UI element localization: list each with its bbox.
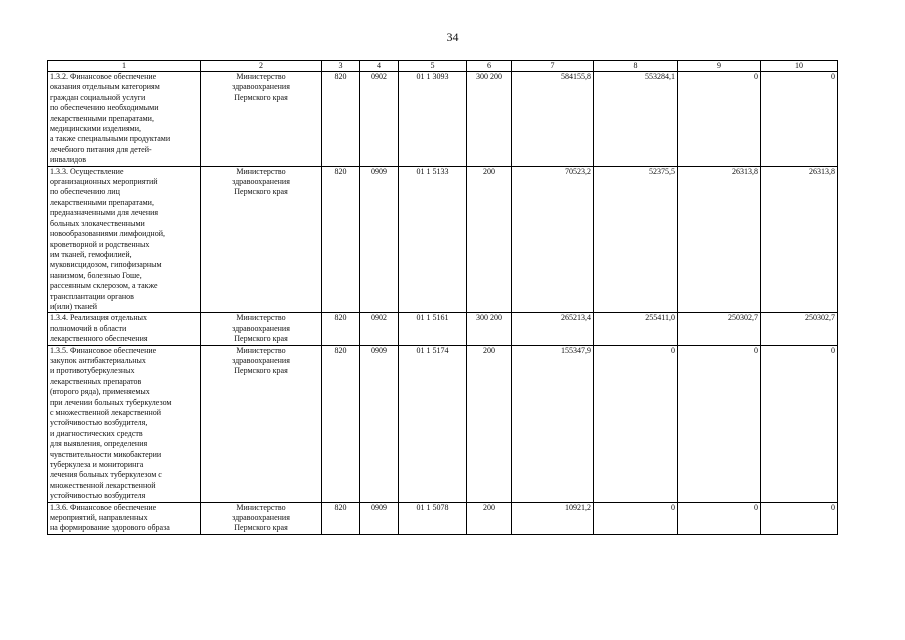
amount-cell: 0 <box>761 502 838 534</box>
amount-cell: 70523,2 <box>512 166 594 313</box>
code-cell: 820 <box>322 313 360 345</box>
code-cell: 01 1 5078 <box>399 502 467 534</box>
responsible-org: Министерство здравоохранения Пермского края <box>201 72 322 167</box>
code-cell: 300 200 <box>467 313 512 345</box>
responsible-org: Министерство здравоохранения Пермского края <box>201 345 322 502</box>
code-cell: 01 1 5174 <box>399 345 467 502</box>
code-cell: 01 1 3093 <box>399 72 467 167</box>
code-cell: 200 <box>467 345 512 502</box>
measure-name: 1.3.6. Финансовое обеспечение мероприятий, направленных на формирование здорового образа <box>48 502 201 534</box>
amount-cell: 0 <box>678 345 761 502</box>
code-cell: 820 <box>322 166 360 313</box>
amount-cell: 584155,8 <box>512 72 594 167</box>
measure-name: 1.3.5. Финансовое обеспечение закупок антибактериальных и противотуберкулезных лекарственных препаратов (второго ряда), применяемых при лечении больных туберкулезом с множественной лекарственной устойчивостью возбудителя, и диагностических средств для выявления, определения чувствительности микобактерии туберкулеза и мониторинга лечения больных туберкулезом с множественной лекарственной устойчивостью возбудителя <box>48 345 201 502</box>
amount-cell: 0 <box>594 502 678 534</box>
responsible-org: Министерство здравоохранения Пермского края <box>201 313 322 345</box>
header-row <box>48 61 838 72</box>
header-cell: 6 <box>467 61 512 72</box>
header-cell: 1 <box>48 61 201 72</box>
amount-cell: 155347,9 <box>512 345 594 502</box>
responsible-org: Министерство здравоохранения Пермского края <box>201 166 322 313</box>
code-cell: 200 <box>467 166 512 313</box>
code-cell: 820 <box>322 345 360 502</box>
measure-name: 1.3.2. Финансовое обеспечение оказания отдельным категориям граждан социальной услуги по обеспечению необходимыми лекарственными препаратами, медицинскими изделиями, а также специальными продуктами лечебного питания для детей- инвалидов <box>48 72 201 167</box>
measure-name: 1.3.4. Реализация отдельных полномочий в области лекарственного обеспечения <box>48 313 201 345</box>
page-number: 34 <box>446 30 459 44</box>
header-cell: 4 <box>360 61 399 72</box>
responsible-org: Министерство здравоохранения Пермского края <box>201 502 322 534</box>
code-cell: 0902 <box>360 313 399 345</box>
header-cell: 5 <box>399 61 467 72</box>
amount-cell: 26313,8 <box>761 166 838 313</box>
header-cell: 7 <box>512 61 594 72</box>
table-row <box>48 313 838 345</box>
code-cell: 820 <box>322 502 360 534</box>
code-cell: 820 <box>322 72 360 167</box>
table-row <box>48 345 838 502</box>
amount-cell: 26313,8 <box>678 166 761 313</box>
budget-table <box>47 60 838 535</box>
amount-cell: 52375,5 <box>594 166 678 313</box>
code-cell: 0909 <box>360 345 399 502</box>
code-cell: 0909 <box>360 502 399 534</box>
header-cell: 3 <box>322 61 360 72</box>
table-row <box>48 72 838 167</box>
table-row <box>48 166 838 313</box>
code-cell: 300 200 <box>467 72 512 167</box>
amount-cell: 0 <box>761 345 838 502</box>
amount-cell: 250302,7 <box>678 313 761 345</box>
code-cell: 0909 <box>360 166 399 313</box>
code-cell: 200 <box>467 502 512 534</box>
code-cell: 0902 <box>360 72 399 167</box>
amount-cell: 250302,7 <box>761 313 838 345</box>
header-cell: 2 <box>201 61 322 72</box>
header-cell: 10 <box>761 61 838 72</box>
code-cell: 01 1 5133 <box>399 166 467 313</box>
amount-cell: 553284,1 <box>594 72 678 167</box>
code-cell: 01 1 5161 <box>399 313 467 345</box>
table-row <box>48 502 838 534</box>
amount-cell: 0 <box>761 72 838 167</box>
amount-cell: 0 <box>678 72 761 167</box>
amount-cell: 0 <box>678 502 761 534</box>
amount-cell: 0 <box>594 345 678 502</box>
amount-cell: 255411,0 <box>594 313 678 345</box>
amount-cell: 10921,2 <box>512 502 594 534</box>
measure-name: 1.3.3. Осуществление организационных мероприятий по обеспечению лиц лекарственными препаратами, предназначенными для лечения больных злокачественными новообразованиями лимфоидной, кроветворной и родственных им тканей, гемофилией, муковисцидозом, гипофизарным нанизмом, болезнью Гоше, рассеянным склерозом, а также трансплантации органов и(или) тканей <box>48 166 201 313</box>
header-cell: 8 <box>594 61 678 72</box>
amount-cell: 265213,4 <box>512 313 594 345</box>
header-cell: 9 <box>678 61 761 72</box>
